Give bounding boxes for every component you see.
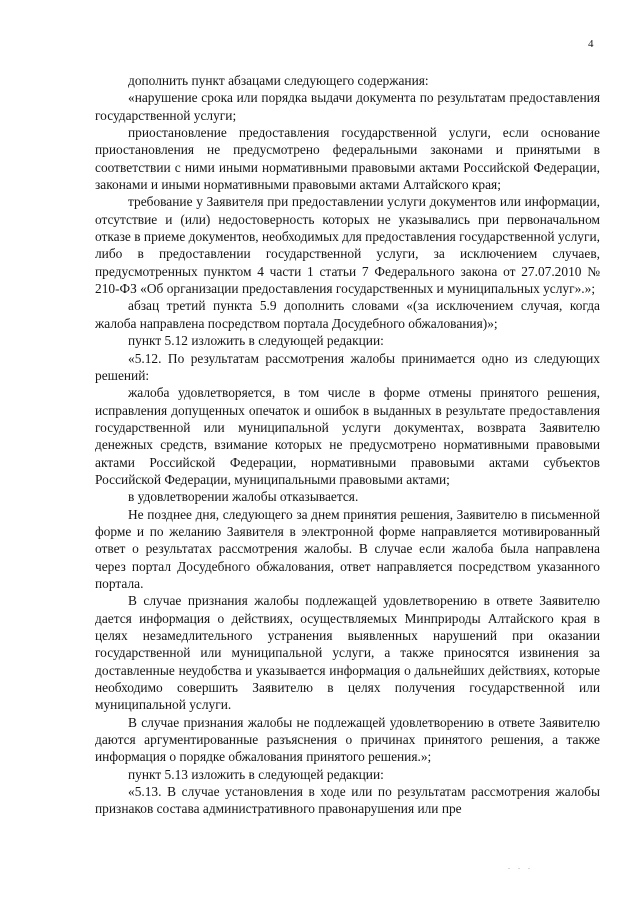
- paragraph-11: В случае признания жалобы подлежащей удовлетворению в ответе Заявителю дается информация о действиях, осуществляемых Минприроды Алтайского края в целях незамедлительного устранения выявленных нарушений при оказании государственной или муниципальной услуги, а также приносятся извинения за доставленные неудобства и указывается информация о дальнейших действиях, которые необходимо совершить Заявителю в целях получения государственной или муниципальной услуги.: [95, 593, 600, 713]
- paragraph-2: «нарушение срока или порядка выдачи документа по результатам предоставления государственной услуги;: [95, 90, 600, 123]
- paragraph-8: жалоба удовлетворяется, в том числе в форме отмены принятого решения, исправления допущенных опечаток и ошибок в выданных в результате предоставления государственной или муниципальной услуги документах, возврата Заявителю денежных средств, взимание которых не предусмотрено нормативными правовыми актами Российской Федерации, нормативными правовыми актами субъектов Российской Федерации, муниципальными правовыми актами;: [95, 385, 600, 487]
- paragraph-4: требование у Заявителя при предоставлении услуги документов или информации, отсутствие и (или) недостоверность которых не указывались при первоначальном отказе в приеме документов, необходимых для предоставления государственной услуги, либо в предоставлении государственной услуги, за исключением случаев, предусмотренных пунктом 4 части 1 статьи 7 Федерального закона от 27.07.2010 № 210-ФЗ «Об организации предоставления государственных и муниципальных услуг».»;: [95, 194, 600, 297]
- paragraph-10: Не позднее дня, следующего за днем принятия решения, Заявителю в письменной форме и по желанию Заявителя в электронной форме направляется мотивированный ответ о результатах рассмотрения жалобы. В случае если жалоба была направлена через портал Досудебного обжалования, ответ направляется посредством указанного портала.: [95, 506, 600, 591]
- page-number: 4: [588, 38, 594, 50]
- paragraph-12: В случае признания жалобы не подлежащей удовлетворению в ответе Заявителю даются аргументированные разъяснения о причинах принятого решения, а также информация о порядке обжалования принятого решения.»;: [95, 714, 600, 765]
- paragraph-6: пункт 5.12 изложить в следующей редакции:: [128, 333, 384, 349]
- paragraph-9: в удовлетворении жалобы отказывается.: [128, 489, 359, 505]
- document-body: [95, 72, 600, 818]
- paragraph-7: «5.12. По результатам рассмотрения жалобы принимается одно из следующих решений:: [95, 350, 600, 383]
- paragraph-5: абзац третий пункта 5.9 дополнить словами «(за исключением случая, когда жалоба направлена посредством портала Досудебного обжалования)»;: [95, 298, 600, 331]
- paragraph-13: пункт 5.13 изложить в следующей редакции:: [128, 766, 384, 782]
- paragraph-1: дополнить пункт абзацами следующего содержания:: [128, 73, 429, 88]
- paragraph-3: приостановление предоставления государственной услуги, если основание приостановления не предусмотрено федеральными законами и принятыми в соответствии с ними иными нормативными правовыми актами Российской Федерации, законами и иными нормативными правовыми актами Алтайского края;: [95, 125, 600, 193]
- paragraph-14: «5.13. В случае установления в ходе или по результатам рассмотрения жалобы признаков состава административного правонарушения или пре: [95, 784, 600, 817]
- scan-marks: . . .: [508, 862, 533, 871]
